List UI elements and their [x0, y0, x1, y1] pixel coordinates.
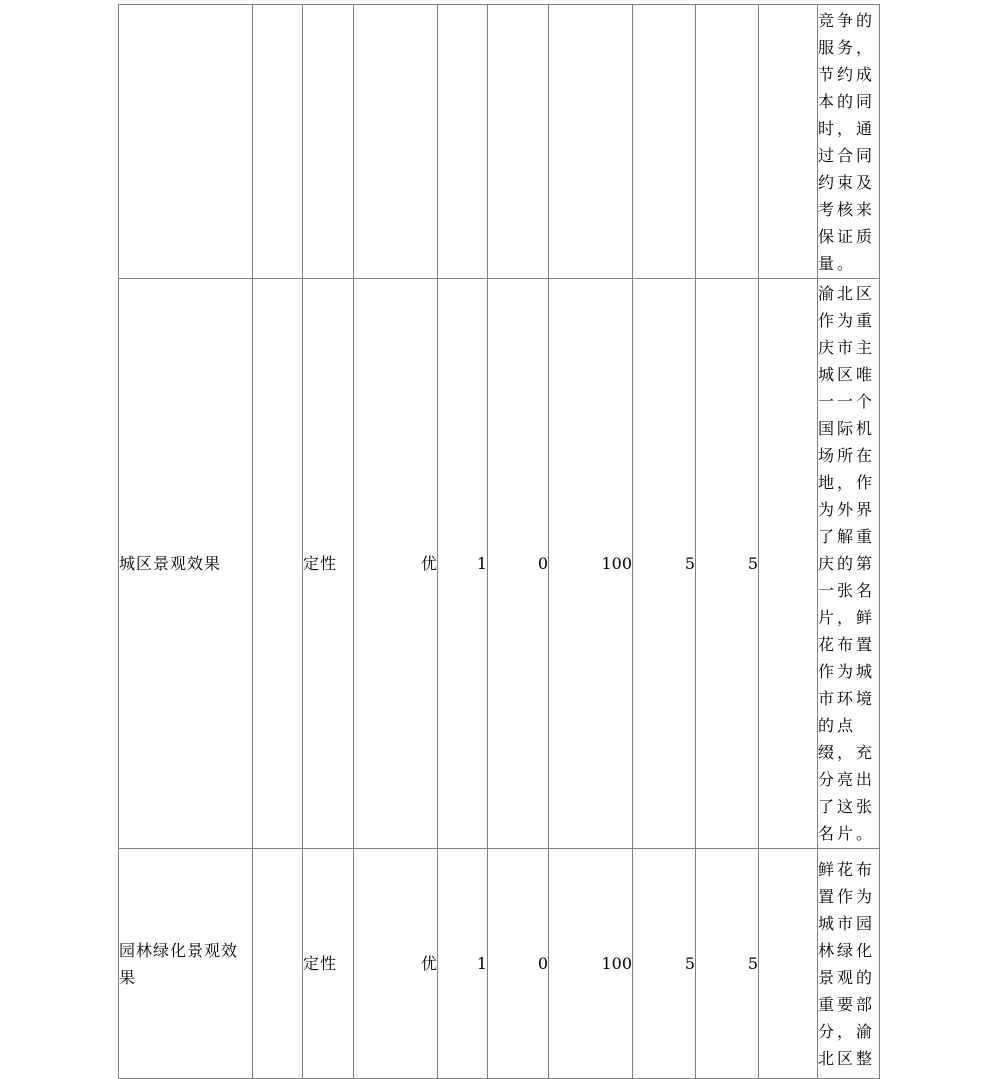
value-cell [549, 5, 633, 279]
indicator-cell: 城区景观效果 [119, 279, 253, 849]
value-cell: 5 [633, 279, 696, 849]
table-row [119, 279, 880, 849]
indicator-cell [119, 5, 253, 279]
standard-cell: 优 [354, 279, 438, 849]
type-cell: 定性 [303, 849, 354, 1079]
value-cell [488, 5, 549, 279]
value-cell: 100 [549, 279, 633, 849]
indicator-cell: 园林绿化景观效果 [119, 849, 253, 1079]
table-row [119, 5, 880, 279]
empty-cell [759, 849, 818, 1079]
empty-cell [253, 5, 303, 279]
value-cell: 5 [696, 849, 759, 1079]
empty-cell [759, 279, 818, 849]
value-cell: 100 [549, 849, 633, 1079]
empty-cell [253, 849, 303, 1079]
value-cell: 5 [696, 279, 759, 849]
value-cell: 5 [633, 849, 696, 1079]
value-cell [438, 5, 488, 279]
value-cell [633, 5, 696, 279]
type-cell: 定性 [303, 279, 354, 849]
note-cell: 竞争的服务，节约成本的同时，通过合同约束及考核来保证质量。 [818, 5, 880, 279]
value-cell: 1 [438, 849, 488, 1079]
value-cell: 0 [488, 279, 549, 849]
table-row [119, 849, 880, 1079]
value-cell: 1 [438, 279, 488, 849]
note-cell: 鲜花布置作为城市园林绿化景观的重要部分，渝北区整 [818, 849, 880, 1079]
standard-cell [354, 5, 438, 279]
standard-cell: 优 [354, 849, 438, 1079]
value-cell [696, 5, 759, 279]
note-cell: 渝北区作为重庆市主城区唯一一个国际机场所在地，作为外界了解重庆的第一张名片，鲜花布置作为城市环境的点缀，充分亮出了这张名片。 [818, 279, 880, 849]
type-cell [303, 5, 354, 279]
empty-cell [759, 5, 818, 279]
performance-table [118, 4, 880, 1079]
empty-cell [253, 279, 303, 849]
value-cell: 0 [488, 849, 549, 1079]
